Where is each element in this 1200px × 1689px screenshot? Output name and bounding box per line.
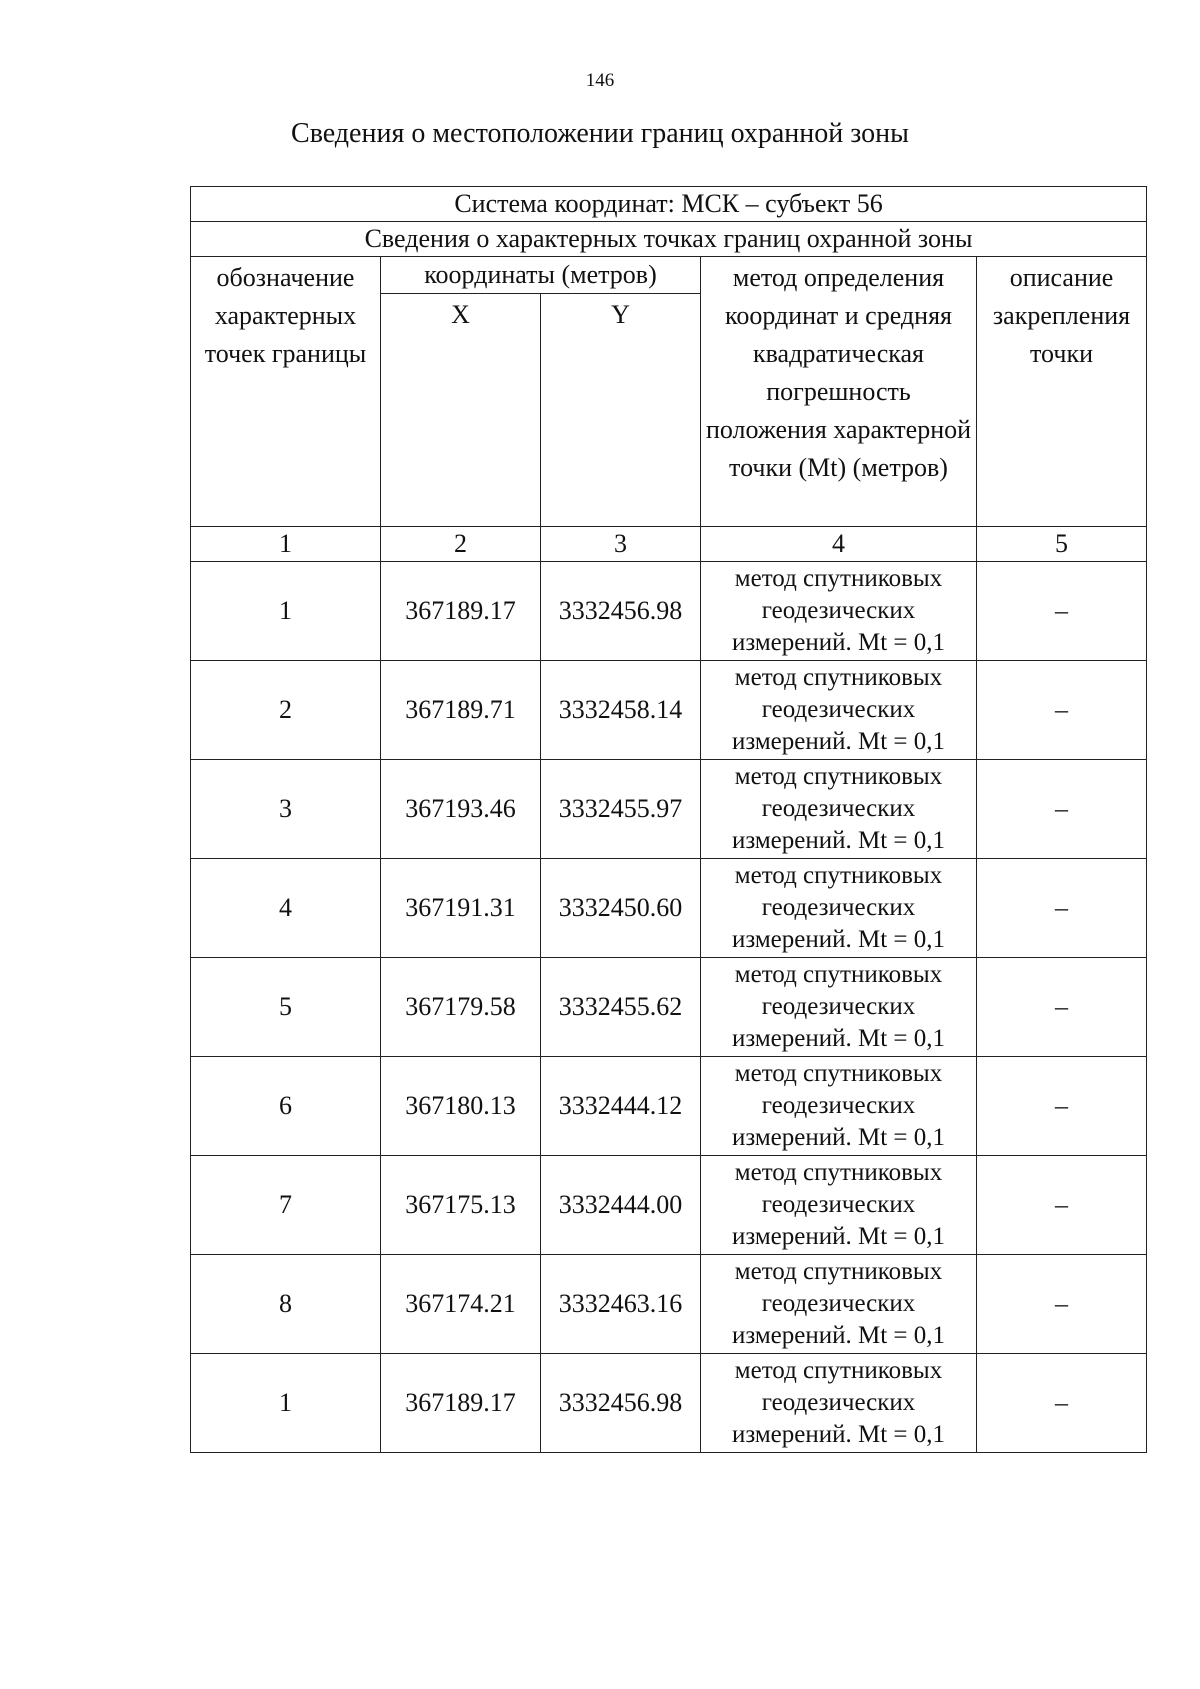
y-coordinate-cell: 3332456.98	[541, 562, 701, 661]
page-number: 146	[585, 70, 615, 91]
column-number: 5	[977, 527, 1147, 562]
point-cell: 4	[191, 859, 381, 958]
description-cell: –	[977, 1354, 1147, 1453]
point-cell: 5	[191, 958, 381, 1057]
y-coordinate-cell: 3332458.14	[541, 661, 701, 760]
method-cell: метод спутниковых геодезических измерений. Mt = 0,1	[701, 661, 977, 760]
method-cell: метод спутниковых геодезических измерений. Mt = 0,1	[701, 1057, 977, 1156]
x-coordinate-cell: 367175.13	[381, 1156, 541, 1255]
method-cell: метод спутниковых геодезических измерений. Mt = 0,1	[701, 760, 977, 859]
point-cell: 8	[191, 1255, 381, 1354]
description-cell: –	[977, 859, 1147, 958]
description-cell: –	[977, 760, 1147, 859]
header-point-designation: обозначение характерных точек границы	[191, 257, 381, 527]
y-coordinate-cell: 3332444.12	[541, 1057, 701, 1156]
table-row	[191, 1156, 1147, 1255]
boundary-points-table	[190, 186, 1147, 1453]
y-coordinate-cell: 3332444.00	[541, 1156, 701, 1255]
table-row	[191, 760, 1147, 859]
table-row	[191, 1057, 1147, 1156]
x-coordinate-cell: 367193.46	[381, 760, 541, 859]
description-cell: –	[977, 661, 1147, 760]
column-number: 4	[701, 527, 977, 562]
table-row	[191, 562, 1147, 661]
description-cell: –	[977, 562, 1147, 661]
table-subtitle-cell: Сведения о характерных точках границ охранной зоны	[191, 222, 1147, 257]
column-number: 2	[381, 527, 541, 562]
point-cell: 3	[191, 760, 381, 859]
point-cell: 1	[191, 1354, 381, 1453]
y-coordinate-cell: 3332450.60	[541, 859, 701, 958]
x-coordinate-cell: 367174.21	[381, 1255, 541, 1354]
x-coordinate-cell: 367180.13	[381, 1057, 541, 1156]
header-method: метод определения координат и средняя квадратическая погрешность положения характерной точки (Mt) (метров)	[701, 257, 977, 527]
x-coordinate-cell: 367191.31	[381, 859, 541, 958]
method-cell: метод спутниковых геодезических измерений. Mt = 0,1	[701, 1156, 977, 1255]
x-coordinate-cell: 367189.17	[381, 562, 541, 661]
column-number: 3	[541, 527, 701, 562]
point-cell: 1	[191, 562, 381, 661]
description-cell: –	[977, 1156, 1147, 1255]
y-coordinate-cell: 3332455.62	[541, 958, 701, 1057]
x-coordinate-cell: 367189.71	[381, 661, 541, 760]
method-cell: метод спутниковых геодезических измерений. Mt = 0,1	[701, 859, 977, 958]
y-coordinate-cell: 3332455.97	[541, 760, 701, 859]
method-cell: метод спутниковых геодезических измерений. Mt = 0,1	[701, 958, 977, 1057]
coordinate-system-cell: Система координат: МСК – субъект 56	[191, 187, 1147, 222]
table-row	[191, 1255, 1147, 1354]
y-coordinate-cell: 3332456.98	[541, 1354, 701, 1453]
header-description: описание закрепления точки	[977, 257, 1147, 527]
method-cell: метод спутниковых геодезических измерений. Mt = 0,1	[701, 1255, 977, 1354]
point-cell: 2	[191, 661, 381, 760]
header-coordinates: координаты (метров)	[381, 257, 701, 294]
description-cell: –	[977, 1255, 1147, 1354]
description-cell: –	[977, 1057, 1147, 1156]
x-coordinate-cell: 367179.58	[381, 958, 541, 1057]
method-cell: метод спутниковых геодезических измерений. Mt = 0,1	[701, 1354, 977, 1453]
table-row	[191, 1354, 1147, 1453]
header-y: Y	[541, 294, 701, 527]
x-coordinate-cell: 367189.17	[381, 1354, 541, 1453]
table-row	[191, 958, 1147, 1057]
description-cell: –	[977, 958, 1147, 1057]
column-numbers-row	[191, 527, 1147, 562]
y-coordinate-cell: 3332463.16	[541, 1255, 701, 1354]
method-cell: метод спутниковых геодезических измерений. Mt = 0,1	[701, 562, 977, 661]
table-row	[191, 859, 1147, 958]
document-title: Сведения о местоположении границ охранной зоны	[291, 118, 909, 149]
point-cell: 6	[191, 1057, 381, 1156]
table-row	[191, 661, 1147, 760]
column-number: 1	[191, 527, 381, 562]
header-x: X	[381, 294, 541, 527]
point-cell: 7	[191, 1156, 381, 1255]
